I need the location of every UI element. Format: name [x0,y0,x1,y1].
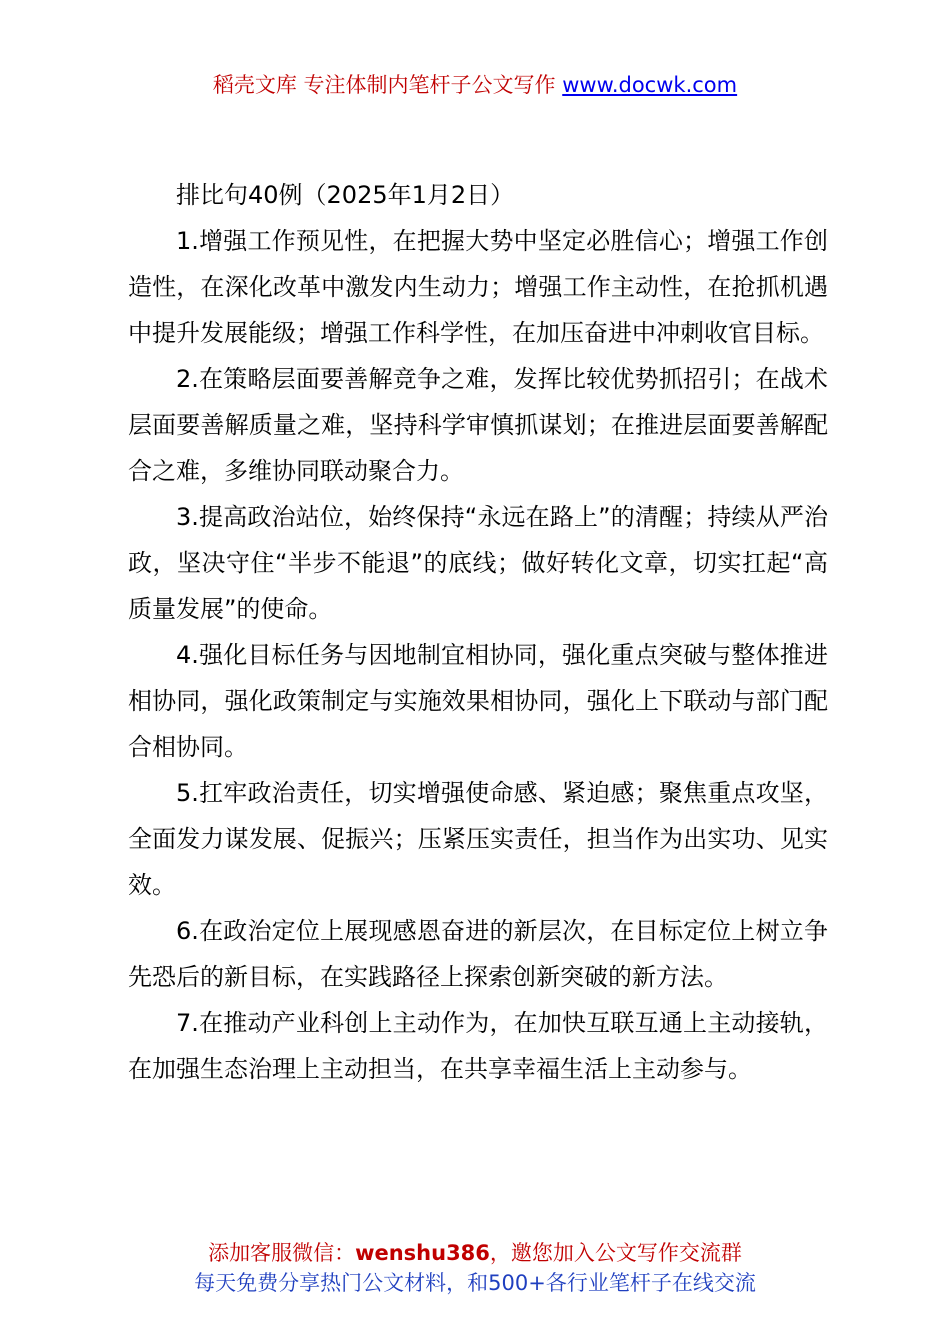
paragraph-7: 7.在推动产业科创上主动作为，在加快互联互通上主动接轨，在加强生态治理上主动担当，在共享幸福生活上主动参与。 [128,1009,828,1083]
header-text: 稻壳文库 专注体制内笔杆子公文写作 [212,73,563,97]
paragraph-2: 2.在策略层面要善解竞争之难，发挥比较优势抓招引；在战术层面要善解质量之难，坚持科学审慎抓谋划；在推进层面要善解配合之难，多维协同联动聚合力。 [128,365,828,485]
header-link[interactable]: www.docwk.com [562,73,738,97]
page-footer [0,1238,950,1298]
paragraph-6: 6.在政治定位上展现感恩奋进的新层次，在目标定位上树立争先恐后的新目标，在实践路径上探索创新突破的新方法。 [128,917,828,991]
document-body [128,172,828,1092]
paragraph-5: 5.扛牢政治责任，切实增强使命感、紧迫感；聚焦重点攻坚，全面发力谋发展、促振兴；压紧压实责任，担当作为出实功、见实效。 [128,779,828,899]
footer-contact-prefix: 添加客服微信： [208,1241,356,1265]
footer-contact-line [0,1238,950,1268]
paragraph-3: 3.提高政治站位，始终保持“永远在路上”的清醒；持续从严治政，坚决守住“半步不能退”的底线；做好转化文章，切实扛起“高质量发展”的使命。 [128,503,828,623]
footer-promo-line: 每天免费分享热门公文材料，和500+各行业笔杆子在线交流 [194,1271,756,1295]
page-header [0,70,950,100]
footer-wechat-id: wenshu386 [355,1241,490,1265]
paragraph-4: 4.强化目标任务与因地制宜相协同，强化重点突破与整体推进相协同，强化政策制定与实施效果相协同，强化上下联动与部门配合相协同。 [128,641,828,761]
paragraph-1: 1.增强工作预见性，在把握大势中坚定必胜信心；增强工作创造性，在深化改革中激发内生动力；增强工作主动性，在抢抓机遇中提升发展能级；增强工作科学性，在加压奋进中冲刺收官目标。 [128,227,828,347]
footer-contact-suffix: ，邀您加入公文写作交流群 [489,1241,742,1265]
document-title: 排比句40例（2025年1月2日） [176,181,515,209]
